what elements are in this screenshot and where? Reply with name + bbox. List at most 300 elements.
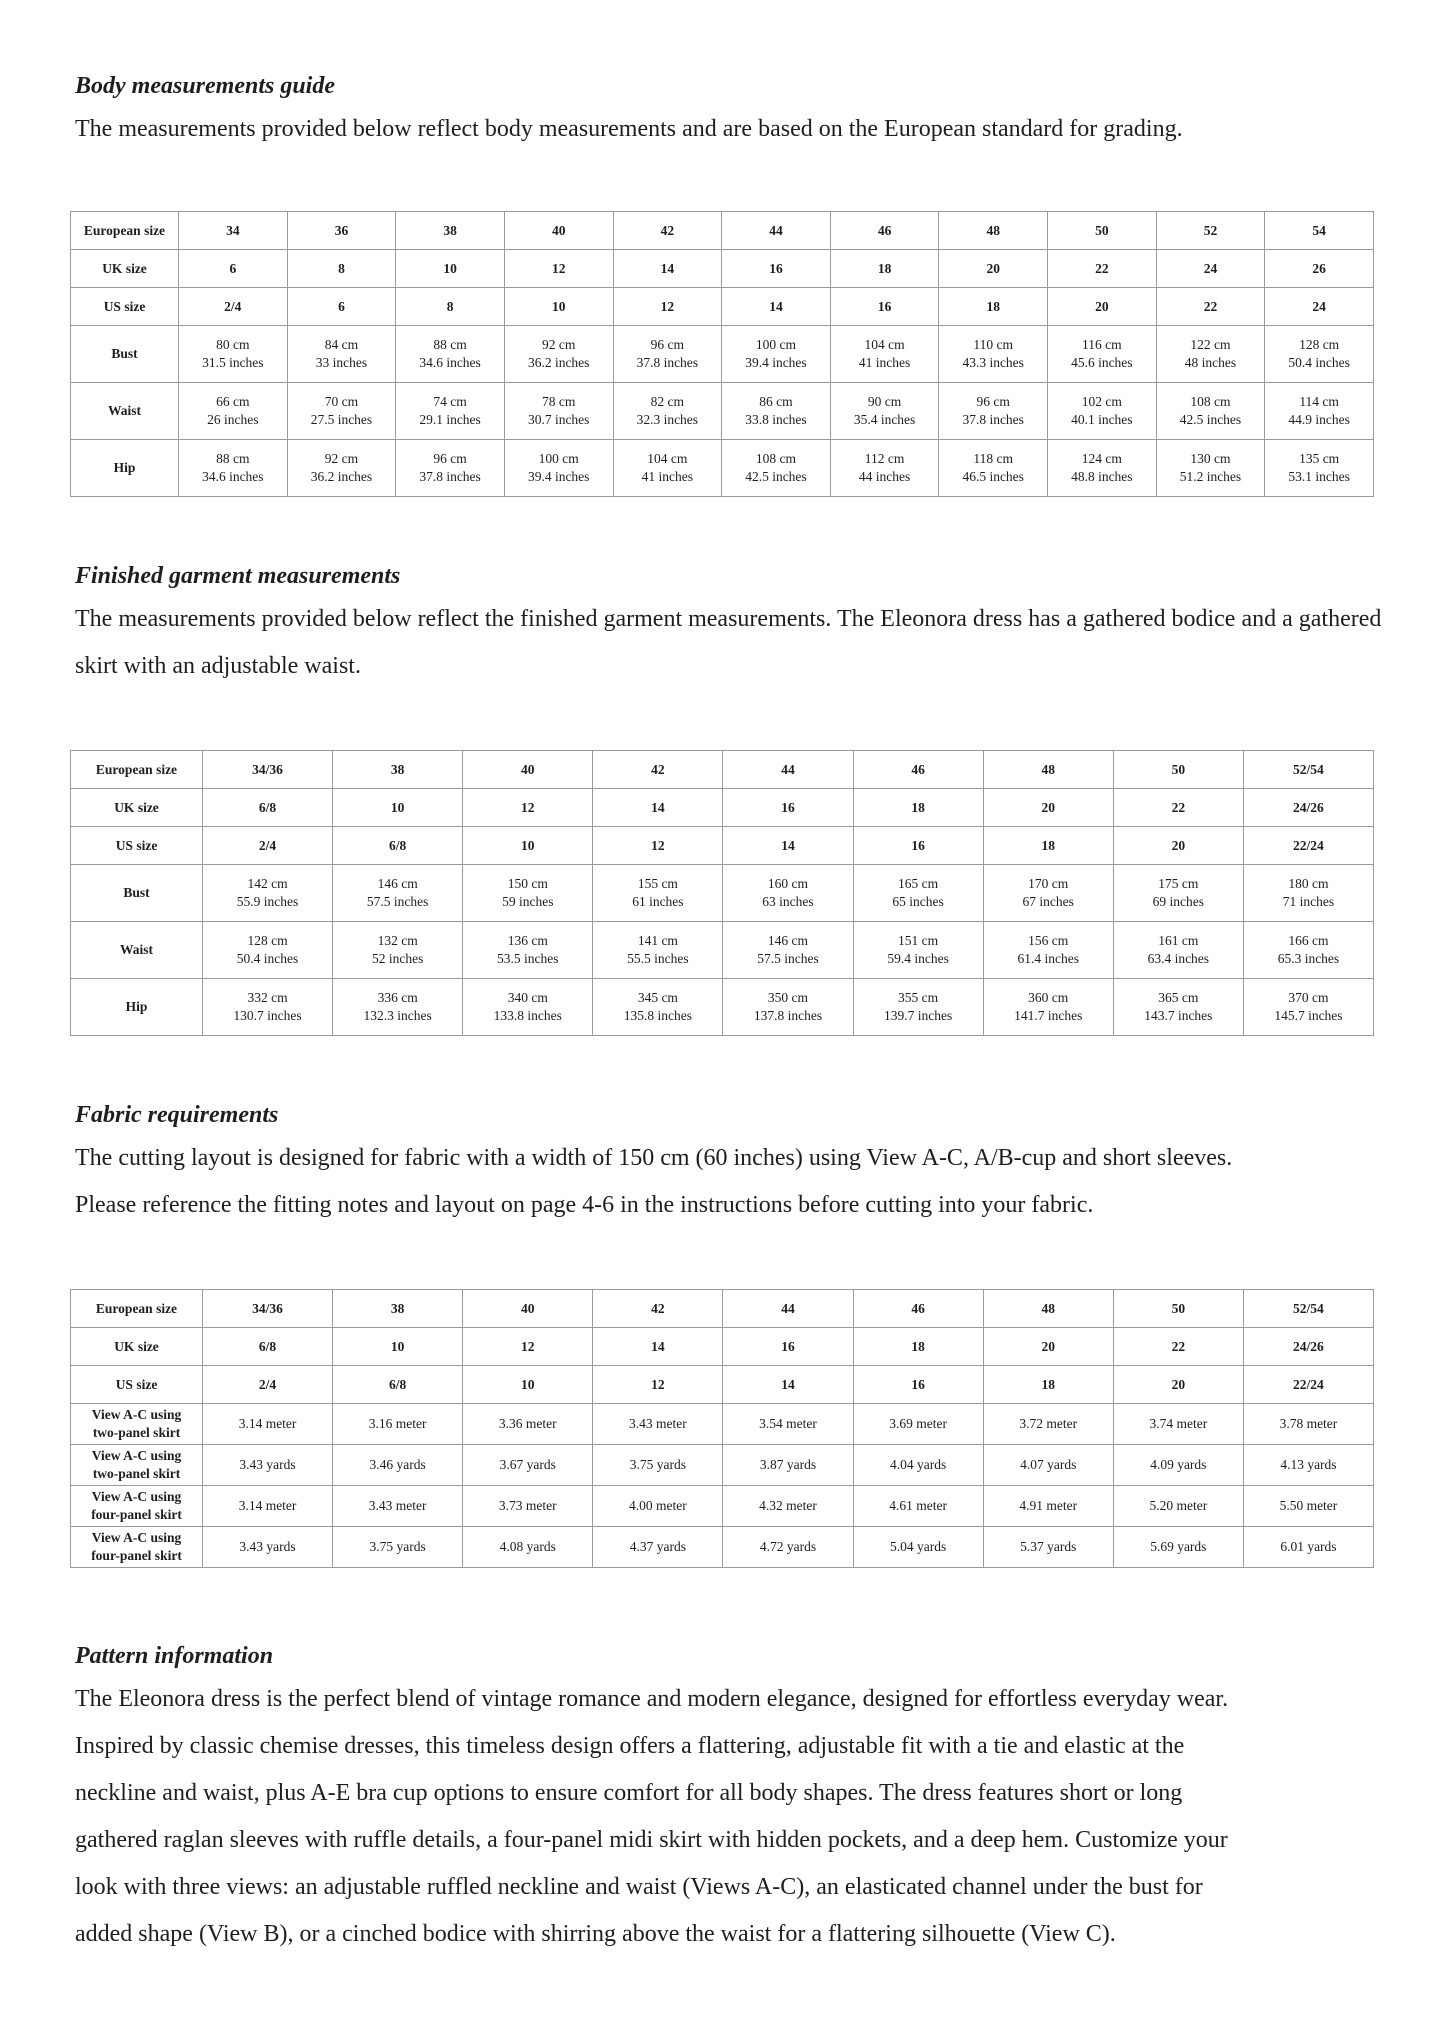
inch-value: 61 inches (632, 894, 684, 909)
finished-garment-section (75, 560, 1385, 690)
inch-value: 41 inches (858, 355, 911, 370)
inch-value: 141.7 inches (1014, 1008, 1083, 1023)
body-measurements-table-body (71, 212, 1374, 497)
inch-value: 55.5 inches (627, 951, 689, 966)
measurement-cell (830, 383, 939, 440)
measurement-cell (287, 383, 396, 440)
measurement-row (71, 979, 1374, 1036)
measurement-cell (939, 383, 1048, 440)
measurement-cell (593, 922, 723, 979)
row-header (71, 1486, 203, 1527)
inch-value: 52 inches (371, 951, 424, 966)
fabric-cell: 3.72 meter (983, 1404, 1113, 1445)
size-cell: 36 (287, 212, 396, 250)
row-header: Bust (71, 865, 203, 922)
measurement-cell (853, 865, 983, 922)
fabric-cell: 3.87 yards (723, 1445, 853, 1486)
cm-value: 132 cm (377, 933, 418, 948)
measurement-cell (504, 383, 613, 440)
pattern-information-line: The Eleonora dress is the perfect blend of vintage romance and modern elegance, designed for effortless everyday wear. (75, 1686, 1229, 1712)
size-cell: 40 (463, 1290, 593, 1328)
finished-garment-table (70, 750, 1374, 1036)
row-header: US size (71, 827, 203, 865)
finished-garment-table-body (71, 751, 1374, 1036)
measurement-cell (1113, 865, 1243, 922)
body-measurements-table (70, 211, 1374, 497)
fabric-cell: 5.20 meter (1113, 1486, 1243, 1527)
measurement-cell (1156, 440, 1265, 497)
measurement-cell (463, 865, 593, 922)
inch-value: 26 inches (207, 412, 259, 427)
measurement-cell (830, 440, 939, 497)
size-cell: 16 (723, 1328, 853, 1366)
size-cell: 8 (287, 250, 396, 288)
row-header-line1: View A-C using (91, 1407, 182, 1422)
fabric-cell: 4.91 meter (983, 1486, 1113, 1527)
fabric-cell: 3.43 yards (203, 1445, 333, 1486)
inch-value: 130.7 inches (233, 1008, 302, 1023)
measurement-cell (504, 326, 613, 383)
size-cell: 18 (983, 827, 1113, 865)
row-header: US size (71, 288, 179, 326)
inch-value: 44.9 inches (1288, 412, 1350, 427)
row-header: Hip (71, 979, 203, 1036)
inch-value: 53.1 inches (1288, 469, 1350, 484)
fabric-cell: 3.36 meter (463, 1404, 593, 1445)
size-cell: 12 (463, 789, 593, 827)
cm-value: 128 cm (1299, 337, 1340, 352)
cm-value: 141 cm (637, 933, 678, 948)
pattern-information-heading: Pattern information (75, 1643, 274, 1669)
inch-value: 61.4 inches (1017, 951, 1079, 966)
fabric-cell: 3.69 meter (853, 1404, 983, 1445)
measurement-cell (939, 326, 1048, 383)
cm-value: 146 cm (767, 933, 809, 948)
fabric-cell: 4.13 yards (1243, 1445, 1373, 1486)
measurement-cell (1243, 922, 1373, 979)
measurement-cell (1243, 865, 1373, 922)
row-header: European size (71, 212, 179, 250)
size-cell: 44 (722, 212, 831, 250)
size-row (71, 1290, 1374, 1328)
pattern-information-text (75, 1676, 1385, 1958)
cm-value: 96 cm (650, 337, 684, 352)
fabric-cell: 3.73 meter (463, 1486, 593, 1527)
size-cell: 6/8 (203, 1328, 333, 1366)
inch-value: 133.8 inches (493, 1008, 562, 1023)
measurement-cell (723, 979, 853, 1036)
size-cell: 6/8 (333, 827, 463, 865)
row-header-line1: View A-C using (91, 1489, 182, 1504)
fabric-cell: 4.07 yards (983, 1445, 1113, 1486)
fabric-cell: 4.32 meter (723, 1486, 853, 1527)
cm-value: 110 cm (973, 337, 1013, 352)
size-cell: 2/4 (203, 827, 333, 865)
size-cell: 42 (613, 212, 722, 250)
inch-value: 137.8 inches (753, 1008, 823, 1023)
measurement-cell (723, 922, 853, 979)
size-cell: 54 (1265, 212, 1374, 250)
pattern-information-line: Inspired by classic chemise dresses, this timeless design offers a flattering, adjustable fit with a tie and elastic at the (75, 1733, 1185, 1759)
cm-value: 74 cm (433, 394, 467, 409)
cm-value: 88 cm (216, 451, 250, 466)
cm-value: 102 cm (1081, 394, 1122, 409)
inch-value: 44 inches (858, 469, 911, 484)
measurement-cell (830, 326, 939, 383)
size-cell: 14 (723, 827, 853, 865)
pattern-information-section (75, 1640, 1385, 1958)
inch-value: 42.5 inches (745, 469, 807, 484)
size-cell: 20 (1113, 827, 1243, 865)
size-cell: 22 (1113, 789, 1243, 827)
cm-value: 370 cm (1288, 990, 1329, 1005)
measurement-cell (939, 440, 1048, 497)
fabric-requirements-heading: Fabric requirements (75, 1102, 279, 1128)
size-cell: 6 (287, 288, 396, 326)
cm-value: 360 cm (1028, 990, 1069, 1005)
size-cell: 14 (613, 250, 722, 288)
size-cell: 22/24 (1243, 827, 1373, 865)
cm-value: 128 cm (247, 933, 288, 948)
size-cell: 40 (463, 751, 593, 789)
inch-value: 33.8 inches (745, 412, 807, 427)
measurement-cell (203, 865, 333, 922)
size-cell: 24/26 (1243, 1328, 1373, 1366)
measurement-cell (179, 326, 288, 383)
row-header: UK size (71, 250, 179, 288)
row-header: Hip (71, 440, 179, 497)
row-header: Bust (71, 326, 179, 383)
cm-value: 180 cm (1288, 876, 1329, 891)
size-cell: 16 (723, 789, 853, 827)
cm-value: 135 cm (1299, 451, 1340, 466)
measurement-cell (722, 440, 831, 497)
row-header-line2: two-panel skirt (92, 1425, 181, 1440)
cm-value: 92 cm (324, 451, 359, 466)
measurement-cell (593, 865, 723, 922)
size-cell: 14 (723, 1366, 853, 1404)
size-cell: 46 (853, 1290, 983, 1328)
size-cell: 6/8 (203, 789, 333, 827)
size-row (71, 212, 1374, 250)
size-cell: 20 (1113, 1366, 1243, 1404)
row-header (71, 1445, 203, 1486)
fabric-cell: 3.43 meter (593, 1404, 723, 1445)
row-header-line2: four-panel skirt (91, 1507, 182, 1522)
cm-value: 70 cm (324, 394, 359, 409)
inch-value: 139.7 inches (883, 1008, 953, 1023)
fabric-cell: 3.67 yards (463, 1445, 593, 1486)
inch-value: 37.8 inches (419, 469, 481, 484)
size-cell: 52/54 (1243, 1290, 1373, 1328)
size-row (71, 789, 1374, 827)
measurement-cell (1243, 979, 1373, 1036)
cm-value: 146 cm (377, 876, 418, 891)
inch-value: 59.4 inches (887, 951, 949, 966)
measurement-cell (333, 865, 463, 922)
inch-value: 67 inches (1022, 894, 1074, 909)
inch-value: 57.5 inches (366, 894, 429, 909)
size-cell: 50 (1048, 212, 1157, 250)
inch-value: 32.3 inches (636, 412, 699, 427)
measurement-cell (463, 922, 593, 979)
fabric-requirements-intro-line2: Please reference the fitting notes and layout on page 4-6 in the instructions before cutting into your fabric. (75, 1192, 1094, 1218)
size-cell: 46 (830, 212, 939, 250)
cm-value: 116 cm (1082, 337, 1122, 352)
fabric-requirements-section (75, 1099, 1385, 1229)
size-cell: 34 (179, 212, 288, 250)
pattern-information-line: added shape (View B), or a cinched bodice with shirring above the waist for a flattering silhouette (View C). (75, 1921, 1116, 1947)
fabric-cell: 3.78 meter (1243, 1404, 1373, 1445)
cm-value: 100 cm (755, 337, 796, 352)
row-header: UK size (71, 789, 203, 827)
row-header: European size (71, 1290, 203, 1328)
measurement-cell (1265, 326, 1374, 383)
cm-value: 90 cm (867, 394, 902, 409)
measurement-cell (1265, 440, 1374, 497)
size-cell: 24 (1156, 250, 1265, 288)
size-cell: 6/8 (333, 1366, 463, 1404)
cm-value: 350 cm (767, 990, 809, 1005)
inch-value: 30.7 inches (527, 412, 590, 427)
cm-value: 78 cm (542, 394, 576, 409)
size-cell: 52 (1156, 212, 1265, 250)
size-cell: 20 (983, 789, 1113, 827)
size-cell: 12 (593, 1366, 723, 1404)
measurement-cell (396, 383, 505, 440)
fabric-cell: 3.75 yards (593, 1445, 723, 1486)
inch-value: 63.4 inches (1147, 951, 1210, 966)
fabric-cell: 4.00 meter (593, 1486, 723, 1527)
inch-value: 48.8 inches (1071, 469, 1133, 484)
size-cell: 14 (593, 1328, 723, 1366)
inch-value: 71 inches (1282, 894, 1335, 909)
inch-value: 145.7 inches (1274, 1008, 1343, 1023)
inch-value: 45.6 inches (1071, 355, 1133, 370)
measurement-cell (504, 440, 613, 497)
size-cell: 2/4 (203, 1366, 333, 1404)
fabric-cell: 3.14 meter (203, 1486, 333, 1527)
measurement-cell (396, 440, 505, 497)
inch-value: 37.8 inches (636, 355, 699, 370)
inch-value: 65 inches (892, 894, 944, 909)
measurement-cell (722, 383, 831, 440)
inch-value: 69 inches (1152, 894, 1204, 909)
measurement-row (71, 865, 1374, 922)
inch-value: 50.4 inches (236, 951, 299, 966)
cm-value: 142 cm (247, 876, 288, 891)
cm-value: 170 cm (1028, 876, 1069, 891)
size-cell: 8 (396, 288, 505, 326)
measurement-row (71, 440, 1374, 497)
size-cell: 40 (504, 212, 613, 250)
cm-value: 156 cm (1028, 933, 1069, 948)
size-cell: 10 (463, 827, 593, 865)
cm-value: 108 cm (1190, 394, 1231, 409)
size-cell: 22 (1048, 250, 1157, 288)
pattern-information-line: gathered raglan sleeves with ruffle details, a four-panel midi skirt with hidden pockets, and a deep hem. Customize your (75, 1827, 1228, 1853)
size-cell: 18 (853, 1328, 983, 1366)
cm-value: 80 cm (216, 337, 250, 352)
measurement-cell (983, 865, 1113, 922)
size-cell: 42 (593, 1290, 723, 1328)
measurement-cell (203, 922, 333, 979)
size-cell: 34/36 (203, 751, 333, 789)
measurement-cell (287, 440, 396, 497)
inch-value: 27.5 inches (310, 412, 373, 427)
size-cell: 10 (333, 1328, 463, 1366)
inch-value: 132.3 inches (363, 1008, 432, 1023)
measurement-cell (983, 979, 1113, 1036)
size-cell: 38 (333, 1290, 463, 1328)
inch-value: 39.4 inches (527, 469, 590, 484)
size-cell: 12 (613, 288, 722, 326)
fabric-requirements-table-body (71, 1290, 1374, 1568)
size-cell: 24/26 (1243, 789, 1373, 827)
measurement-cell (1156, 383, 1265, 440)
cm-value: 104 cm (864, 337, 905, 352)
body-measurements-section (75, 70, 1385, 144)
size-cell: 16 (853, 1366, 983, 1404)
pattern-information-line: neckline and waist, plus A-E bra cup options to ensure comfort for all body shapes. The dress features short or long (75, 1780, 1183, 1806)
size-cell: 12 (504, 250, 613, 288)
cm-value: 92 cm (542, 337, 576, 352)
measurement-cell (203, 979, 333, 1036)
size-cell: 2/4 (179, 288, 288, 326)
row-header: Waist (71, 922, 203, 979)
fabric-cell: 3.14 meter (203, 1404, 333, 1445)
measurement-cell (179, 440, 288, 497)
cm-value: 155 cm (637, 876, 678, 891)
cm-value: 122 cm (1190, 337, 1231, 352)
size-row (71, 1366, 1374, 1404)
cm-value: 104 cm (647, 451, 688, 466)
inch-value: 33 inches (315, 355, 368, 370)
size-cell: 20 (983, 1328, 1113, 1366)
cm-value: 86 cm (759, 394, 793, 409)
cm-value: 114 cm (1299, 394, 1339, 409)
fabric-cell: 6.01 yards (1243, 1527, 1373, 1568)
inch-value: 63 inches (762, 894, 814, 909)
measurement-cell (1113, 922, 1243, 979)
size-cell: 46 (853, 751, 983, 789)
finished-garment-intro: The measurements provided below reflect the finished garment measurements. The Eleonora dress has a gathered bodice and a gathered skirt with an adjustable waist. (75, 606, 1382, 679)
inch-value: 39.4 inches (745, 355, 807, 370)
fabric-row (71, 1445, 1374, 1486)
cm-value: 175 cm (1158, 876, 1199, 891)
size-cell: 48 (983, 1290, 1113, 1328)
size-cell: 20 (939, 250, 1048, 288)
inch-value: 46.5 inches (962, 469, 1024, 484)
cm-value: 88 cm (433, 337, 467, 352)
size-cell: 38 (396, 212, 505, 250)
size-cell: 18 (983, 1366, 1113, 1404)
inch-value: 42.5 inches (1179, 412, 1242, 427)
measurement-cell (1156, 326, 1265, 383)
row-header-line2: two-panel skirt (92, 1466, 181, 1481)
row-header-line2: four-panel skirt (91, 1548, 182, 1563)
cm-value: 365 cm (1158, 990, 1199, 1005)
size-cell: 12 (463, 1328, 593, 1366)
size-cell: 38 (333, 751, 463, 789)
size-row (71, 1328, 1374, 1366)
size-cell: 16 (722, 250, 831, 288)
measurement-cell (287, 326, 396, 383)
fabric-cell: 4.72 yards (723, 1527, 853, 1568)
fabric-cell: 5.50 meter (1243, 1486, 1373, 1527)
measurement-cell (983, 922, 1113, 979)
measurement-row (71, 326, 1374, 383)
measurement-cell (723, 865, 853, 922)
row-header: UK size (71, 1328, 203, 1366)
measurement-cell (1265, 383, 1374, 440)
size-cell: 14 (722, 288, 831, 326)
fabric-cell: 5.69 yards (1113, 1527, 1243, 1568)
fabric-cell: 4.04 yards (853, 1445, 983, 1486)
inch-value: 36.2 inches (527, 355, 590, 370)
size-cell: 44 (723, 1290, 853, 1328)
measurement-cell (722, 326, 831, 383)
size-cell: 24 (1265, 288, 1374, 326)
measurement-cell (1113, 979, 1243, 1036)
fabric-row (71, 1404, 1374, 1445)
inch-value: 48 inches (1184, 355, 1237, 370)
cm-value: 82 cm (650, 394, 684, 409)
size-cell: 16 (830, 288, 939, 326)
fabric-cell: 3.16 meter (333, 1404, 463, 1445)
inch-value: 50.4 inches (1288, 355, 1350, 370)
measurement-cell (853, 979, 983, 1036)
size-cell: 18 (830, 250, 939, 288)
row-header: Waist (71, 383, 179, 440)
size-row (71, 288, 1374, 326)
inch-value: 43.3 inches (962, 355, 1024, 370)
size-cell: 14 (593, 789, 723, 827)
fabric-cell: 5.37 yards (983, 1527, 1113, 1568)
cm-value: 336 cm (377, 990, 418, 1005)
body-measurements-intro: The measurements provided below reflect body measurements and are based on the European standard for grading. (75, 116, 1183, 142)
measurement-cell (613, 383, 722, 440)
cm-value: 112 cm (864, 451, 905, 466)
cm-value: 96 cm (976, 394, 1010, 409)
fabric-cell: 3.43 meter (333, 1486, 463, 1527)
size-cell: 52/54 (1243, 751, 1373, 789)
inch-value: 51.2 inches (1179, 469, 1242, 484)
inch-value: 41 inches (641, 469, 693, 484)
inch-value: 37.8 inches (962, 412, 1024, 427)
inch-value: 143.7 inches (1144, 1008, 1213, 1023)
size-cell: 10 (333, 789, 463, 827)
fabric-cell: 3.75 yards (333, 1527, 463, 1568)
inch-value: 59 inches (502, 894, 554, 909)
measurement-cell (1048, 440, 1157, 497)
size-cell: 22 (1156, 288, 1265, 326)
size-cell: 26 (1265, 250, 1374, 288)
measurement-cell (1048, 383, 1157, 440)
row-header-line1: View A-C using (91, 1448, 182, 1463)
size-cell: 34/36 (203, 1290, 333, 1328)
measurement-cell (179, 383, 288, 440)
measurement-cell (613, 440, 722, 497)
cm-value: 66 cm (216, 394, 250, 409)
inch-value: 35.4 inches (853, 412, 916, 427)
measurement-cell (1048, 326, 1157, 383)
fabric-cell: 3.46 yards (333, 1445, 463, 1486)
finished-garment-heading: Finished garment measurements (75, 563, 401, 589)
cm-value: 340 cm (507, 990, 548, 1005)
inch-value: 29.1 inches (419, 412, 481, 427)
cm-value: 150 cm (507, 876, 548, 891)
